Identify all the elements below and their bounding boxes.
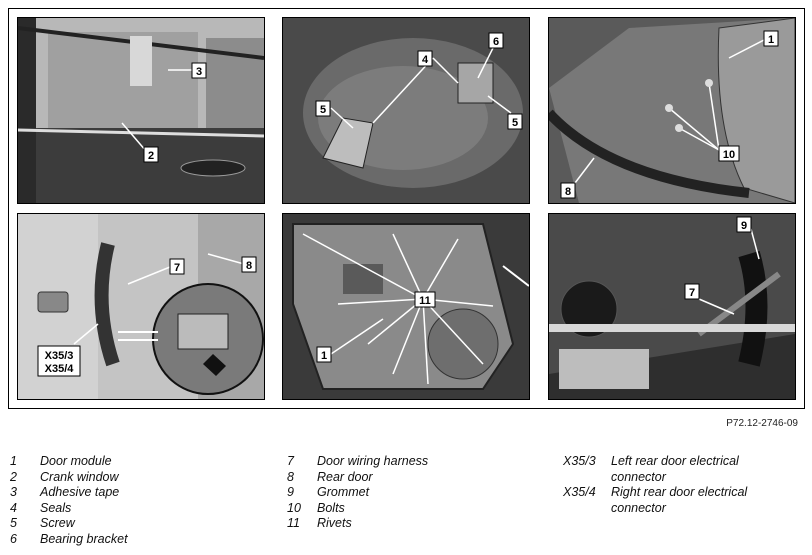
legend-item: 4 Seals	[10, 500, 72, 515]
legend-item: 11 Rivets	[287, 516, 352, 530]
legend-column-2	[287, 454, 428, 532]
photo-rear-door-exterior	[17, 17, 265, 204]
photo-bearing-bracket	[282, 17, 530, 204]
callout-10: 10	[722, 149, 736, 161]
callout-3: 3	[195, 66, 203, 78]
callout-1: 1	[767, 34, 775, 46]
legend-item: 8 Rear door	[287, 469, 373, 484]
figure-id: P72.12-2746-09	[726, 418, 798, 429]
legend-item: 10 Bolts	[287, 500, 345, 515]
callout-7: 7	[688, 287, 696, 299]
legend-item: 9 Grommet	[287, 485, 370, 499]
callout-9: 9	[740, 220, 748, 232]
callout-5a: 5	[319, 104, 327, 116]
legend-column-1	[10, 454, 128, 547]
photo-grommet-harness	[548, 213, 796, 400]
callout-1: 1	[320, 350, 328, 362]
legend-item: 1 Door module	[10, 454, 112, 468]
callout-11: 11	[419, 295, 431, 307]
legend-item: 5 Screw	[10, 516, 75, 530]
callout-x35-3: X35/3	[44, 350, 74, 362]
figure-frame	[8, 8, 805, 409]
callout-7: 7	[173, 262, 181, 274]
legend-item: 3 Adhesive tape	[10, 485, 120, 499]
legend-item: 6 Bearing bracket	[10, 531, 128, 546]
callout-5b: 5	[511, 117, 519, 129]
callout-6: 6	[492, 36, 500, 48]
legend-item: X35/4 Right rear door electrical connector	[563, 485, 748, 515]
photo-door-module-bolts	[548, 17, 796, 204]
photo-door-wiring-connector	[17, 213, 265, 400]
legend-item: 2 Crank window	[10, 469, 119, 484]
photo-door-module-rivets	[282, 213, 530, 400]
callout-8: 8	[564, 186, 572, 198]
callout-2: 2	[147, 150, 155, 162]
legend-item: X35/3 Left rear door electrical connector	[563, 454, 739, 484]
legend-item: 7 Door wiring harness	[287, 454, 429, 468]
callout-x35-4: X35/4	[44, 363, 74, 375]
legend-column-3	[563, 454, 791, 516]
callout-8: 8	[245, 260, 253, 272]
callout-4: 4	[421, 54, 429, 66]
